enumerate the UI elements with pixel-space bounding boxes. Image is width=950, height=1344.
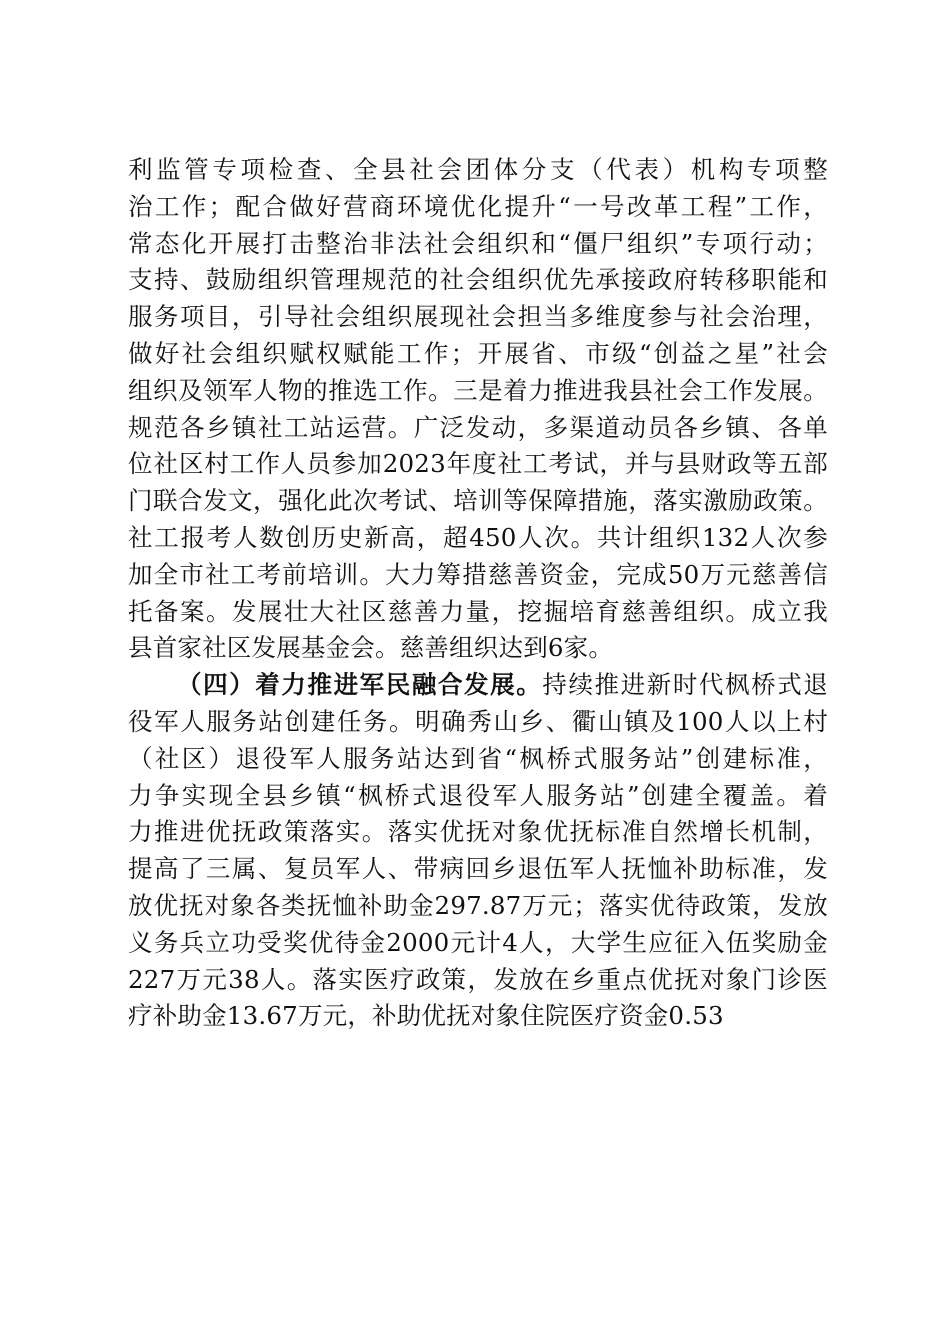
text-line: 疗补助金13.67万元，补助优抚对象住院医疗资金0.53 <box>128 1001 724 1031</box>
text-line: 县首家社区发展基金会。慈善组织达到6家。 <box>128 633 614 663</box>
section-heading: （四）着力推进军民融合发展。 <box>177 670 543 700</box>
text-run: 持续推进新时代枫桥式退 <box>542 670 828 700</box>
section-heading-line <box>128 667 828 704</box>
text-line: 放优抚对象各类抚恤补助金297.87万元；落实优待政策，发放 <box>128 890 828 920</box>
body-text <box>128 152 828 1035</box>
text-line: 227万元38人。落实医疗政策，发放在乡重点优抚对象门诊医 <box>128 964 828 994</box>
text-line: 治工作；配合做好营商环境优化提升“一号改革工程”工作， <box>128 191 828 221</box>
text-line: 役军人服务站创建任务。明确秀山乡、衢山镇及100人以上村 <box>128 706 828 736</box>
text-line: 门联合发文，强化此次考试、培训等保障措施，落实激励政策。 <box>128 486 828 516</box>
text-line: 支持、鼓励组织管理规范的社会组织优先承接政府转移职能和 <box>128 265 828 295</box>
text-line: 规范各乡镇社工站运营。广泛发动，多渠道动员各乡镇、各单 <box>128 412 828 442</box>
text-line: 提高了三属、复员军人、带病回乡退伍军人抚恤补助标准，发 <box>128 854 828 884</box>
text-line: 托备案。发展壮大社区慈善力量，挖掘培育慈善组织。成立我 <box>128 596 828 626</box>
text-line: 力争实现全县乡镇“枫桥式退役军人服务站”创建全覆盖。着 <box>128 780 828 810</box>
text-line: 力推进优抚政策落实。落实优抚对象优抚标准自然增长机制， <box>128 817 828 847</box>
text-line: （社区）退役军人服务站达到省“枫桥式服务站”创建标准， <box>128 743 828 773</box>
text-line: 组织及领军人物的推选工作。三是着力推进我县社会工作发展。 <box>128 375 828 405</box>
text-line: 位社区村工作人员参加2023年度社工考试，并与县财政等五部 <box>128 449 828 479</box>
text-line: 义务兵立功受奖优待金2000元计4人，大学生应征入伍奖励金 <box>128 927 828 957</box>
text-line: 做好社会组织赋权赋能工作；开展省、市级“创益之星”社会 <box>128 338 828 368</box>
text-line: 常态化开展打击整治非法社会组织和“僵尸组织”专项行动； <box>128 228 828 258</box>
text-line: 利监管专项检查、全县社会团体分支（代表）机构专项整 <box>128 155 828 184</box>
text-line: 加全市社工考前培训。大力筹措慈善资金，完成50万元慈善信 <box>128 559 828 589</box>
text-line: 服务项目，引导社会组织展现社会担当多维度参与社会治理， <box>128 302 828 332</box>
text-line: 社工报考人数创历史新高，超450人次。共计组织132人次参 <box>128 522 828 552</box>
